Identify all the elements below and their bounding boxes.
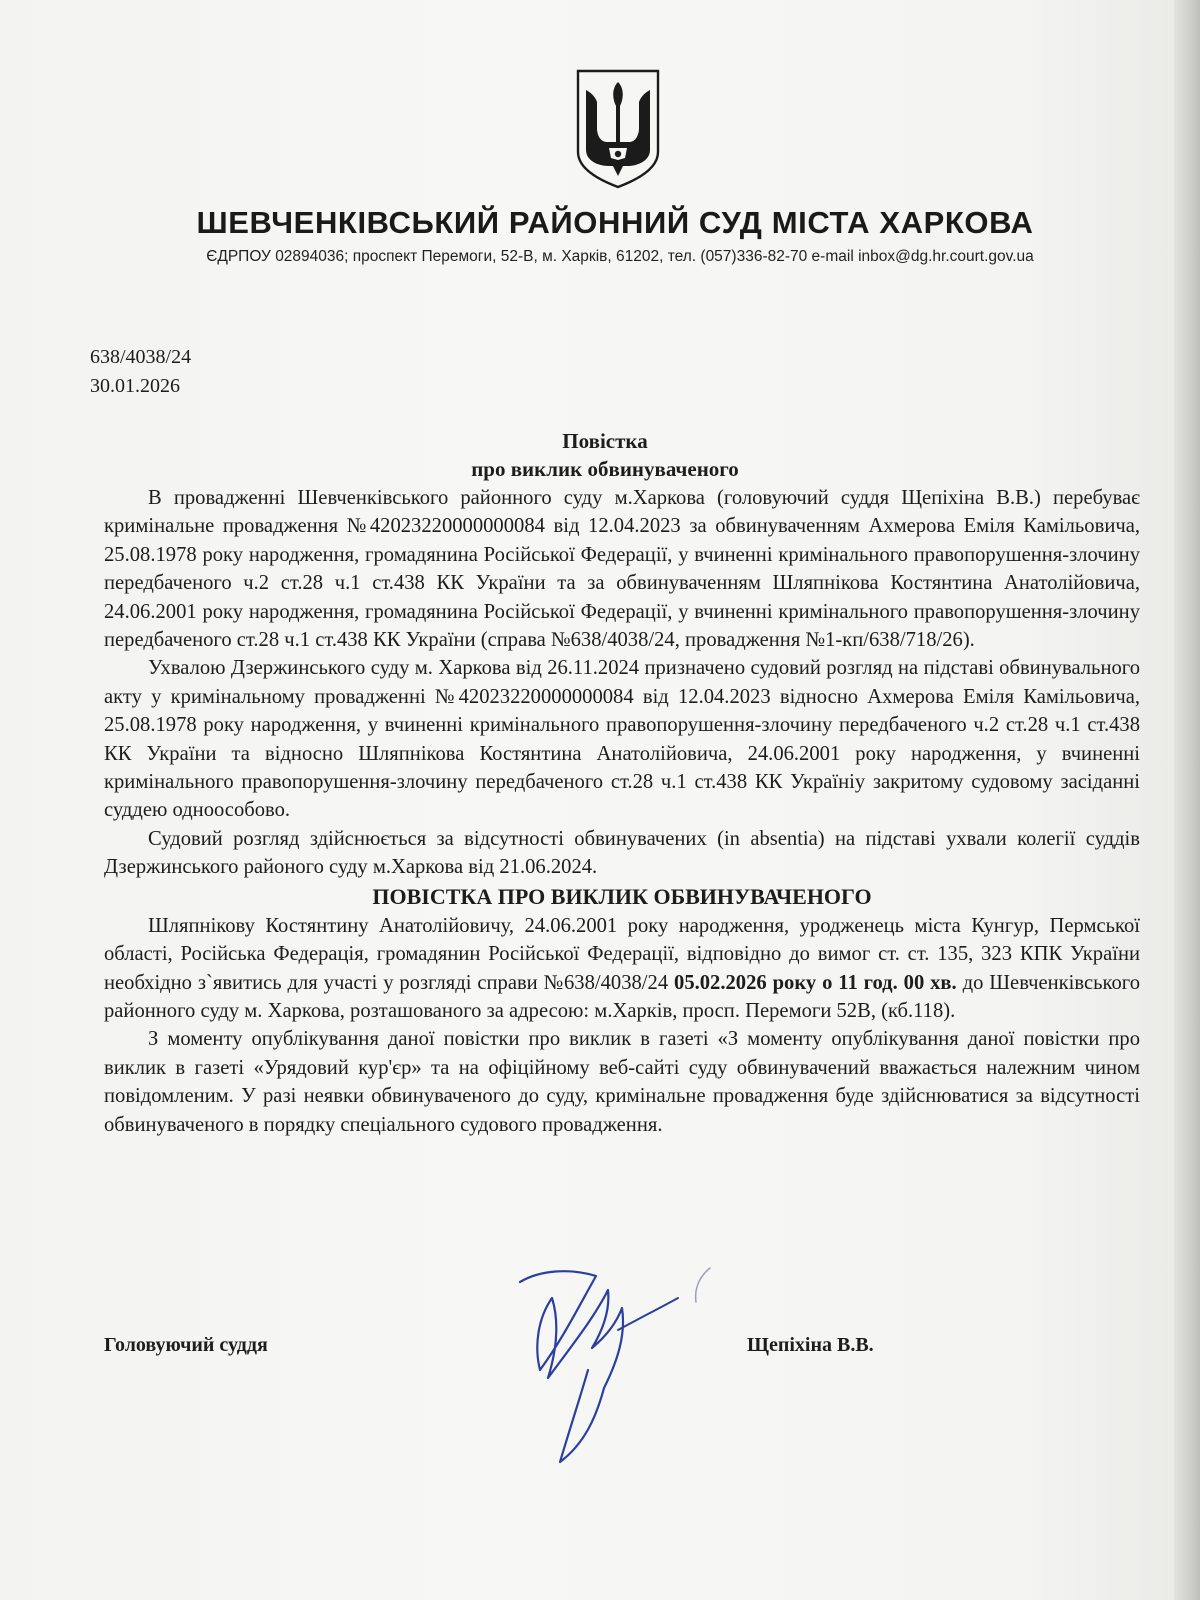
- hearing-datetime: 05.02.2026 року о 11 год. 00 хв.: [674, 971, 957, 994]
- paragraph-in-absentia: Судовий розгляд здійснюється за відсутності обвинувачених (in absentia) на підставі ухвали колегії суддів Дзержинського районого суду м.Харкова від 21.06.2024.: [104, 827, 1140, 879]
- paragraph-ruling: Ухвалою Дзержинського суду м. Харкова від 26.11.2024 призначено судовий розгляд на підставі обвинувального акту у кримінальному провадженні №42023220000000084 від 12.04.2023 відносно Ахмерова Еміля Камільовича, 25.08.1978 року народження, у вчиненні кримінального правопорушення-злочину передбаченого ч.2 ст.28 ч.1 ст.438 КК України та відносно Шляпнікова Костянтина Анатолійовича, 24.06.2001 року народження, у вчиненні кримінального правопорушення-злочину передбаченого ст.28 ч.1 ст.438 КК Українiу закритому судовому засіданні суддею одноособово.: [104, 657, 1140, 822]
- title-line-2: про виклик обвинуваченого: [471, 457, 739, 481]
- paragraph-publication-notice: З моменту опублікування даної повістки про виклик в газеті «З моменту опублікування даної повістки про виклик в газеті «Урядовий кур'єр» та на офіційному веб-сайті суду обвинувачений вважається належним чином повідомленим. У разі неявки обвинуваченого до суду, кримінальне провадження буде здійснюватися за відсутності обвинуваченого в порядку спеціального судового провадження.: [104, 1028, 1140, 1136]
- court-contact-details: ЄДРПОУ 02894036; проспект Перемоги, 52-В, м. Харків, 61202, тел. (057)336-82-70 e-mail inbox@dg.hr.court.gov.ua: [206, 248, 1034, 265]
- summons-text-start: Шляпнікову Костянтину Анатолійовичу, 24.06.2001 року народження, уродженець міста Кунгур, Пермської області, Російська Федерація, громадянин Російської Федерації, відповідно до вимог ст. ст. 135, 323 КПК України необхідно з`явитись для участі у розгляді справи №638/4038/24: [104, 914, 1140, 994]
- document-meta: [90, 343, 191, 401]
- signatory-role: Головуючий суддя: [104, 1334, 268, 1356]
- document-title: [0, 427, 1200, 483]
- paragraph-summons: [104, 912, 1140, 1026]
- document-date: 30.01.2026: [90, 375, 180, 397]
- document-body: [104, 484, 1140, 1139]
- summons-text-end: до Шевченківського районного суду м. Харкова, розташованого за адресою: м.Харків, просп. Перемоги 52В, (кб.118).: [104, 971, 1141, 1022]
- summons-heading: ПОВІСТКА ПРО ВИКЛИК ОБВИНУВАЧЕНОГО: [372, 883, 872, 909]
- signatory-name: Щепіхіна В.В.: [747, 1334, 874, 1356]
- court-name-heading: ШЕВЧЕНКІВСЬКИЙ РАЙОННИЙ СУД МІСТА ХАРКОВА: [196, 205, 1034, 240]
- trident-emblem-icon: [575, 68, 661, 190]
- case-number: 638/4038/24: [90, 346, 192, 368]
- paragraph-proceedings: В провадженні Шевченківського районного суду м.Харкова (головуючий суддя Щепіхіна В.В.) перебуває кримінальне провадження №42023220000000084 від 12.04.2023 за обвинуваченням Ахмерова Еміля Камільовича, 25.08.1978 року народження, громадянина Російської Федерації, у вчиненні кримінального правопорушення-злочину передбаченого ч.2 ст.28 ч.1 ст.438 КК України та за обвинуваченням Шляпнікова Костянтина Анатолійовича, 24.06.2001 року народження, громадянина Російської Федерації, у вчиненні кримінального правопорушення-злочину передбаченого ст.28 ч.1 ст.438 КК України (справа №638/4038/24, провадження №1-кп/638/718/26).: [104, 487, 1140, 652]
- handwritten-signature-icon: [500, 1248, 730, 1488]
- title-line-1: Повістка: [562, 429, 648, 453]
